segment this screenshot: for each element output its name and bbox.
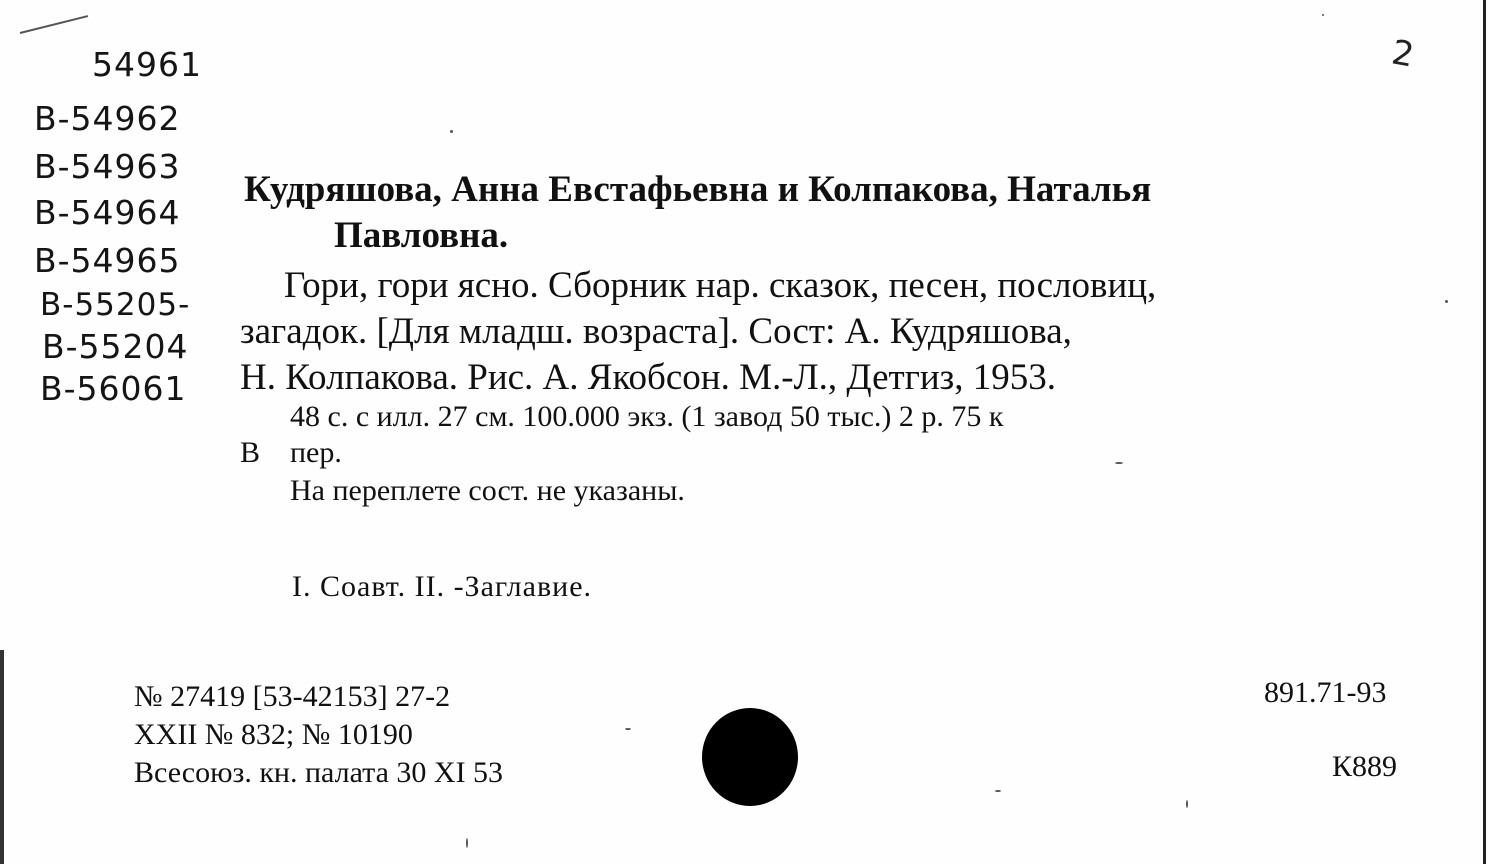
title-line: Гори, гори ясно. Сборник нар. сказок, песен, пословиц, — [284, 265, 1157, 306]
imprint-line: Н. Колпакова. Рис. А. Якобсон. М.-Л., Детгиз, 1953. — [240, 357, 1057, 398]
handwritten-corner-mark: 2 — [1388, 32, 1417, 76]
handwritten-number: B-54962 — [34, 99, 181, 138]
handwritten-number: B-56061 — [40, 369, 187, 408]
footer-line: Всесоюз. кн. палата 30 XI 53 — [134, 756, 504, 789]
tracings: I. Соавт. II. -Заглавие. — [292, 570, 593, 603]
author-mark: К889 — [1332, 750, 1398, 783]
scan-speck — [1322, 14, 1324, 16]
author-heading: Кудряшова, Анна Евстафьевна и Колпакова, Наталья — [244, 169, 1152, 210]
card-right-edge — [1483, 0, 1486, 864]
title-line: загадок. [Для младш. возраста]. Сост: А. Кудряшова, — [240, 311, 1072, 352]
handwritten-number: 54961 — [92, 45, 202, 84]
scan-speck — [1115, 462, 1123, 464]
card-left-edge — [0, 650, 4, 864]
pencil-stroke — [20, 15, 88, 34]
scan-speck — [1445, 300, 1448, 303]
handwritten-number: B-55205- — [40, 287, 191, 323]
scan-speck — [995, 790, 1001, 792]
handwritten-number: B-55204 — [42, 327, 189, 366]
handwritten-number: B-54963 — [34, 147, 181, 186]
punch-hole — [702, 708, 798, 806]
scan-speck — [625, 728, 631, 730]
handwritten-number: B-54964 — [34, 193, 181, 232]
scan-speck — [1186, 800, 1188, 808]
physical-description: 48 с. с илл. 27 см. 100.000 экз. (1 завод 50 тыс.) 2 р. 75 к — [290, 400, 1004, 433]
scan-speck — [466, 838, 468, 848]
classification-number: 891.71-93 — [1264, 676, 1387, 709]
handwritten-number: B-54965 — [34, 241, 181, 280]
author-heading-continued: Павловна. — [334, 215, 509, 256]
scan-speck — [450, 130, 453, 133]
footer-line: № 27419 [53-42153] 27-2 — [134, 680, 451, 713]
binding-note: пер. — [290, 436, 342, 469]
binding-prefix: В — [240, 436, 261, 469]
general-note: На переплете сост. не указаны. — [290, 474, 685, 507]
footer-line: XXII № 832; № 10190 — [134, 718, 413, 751]
